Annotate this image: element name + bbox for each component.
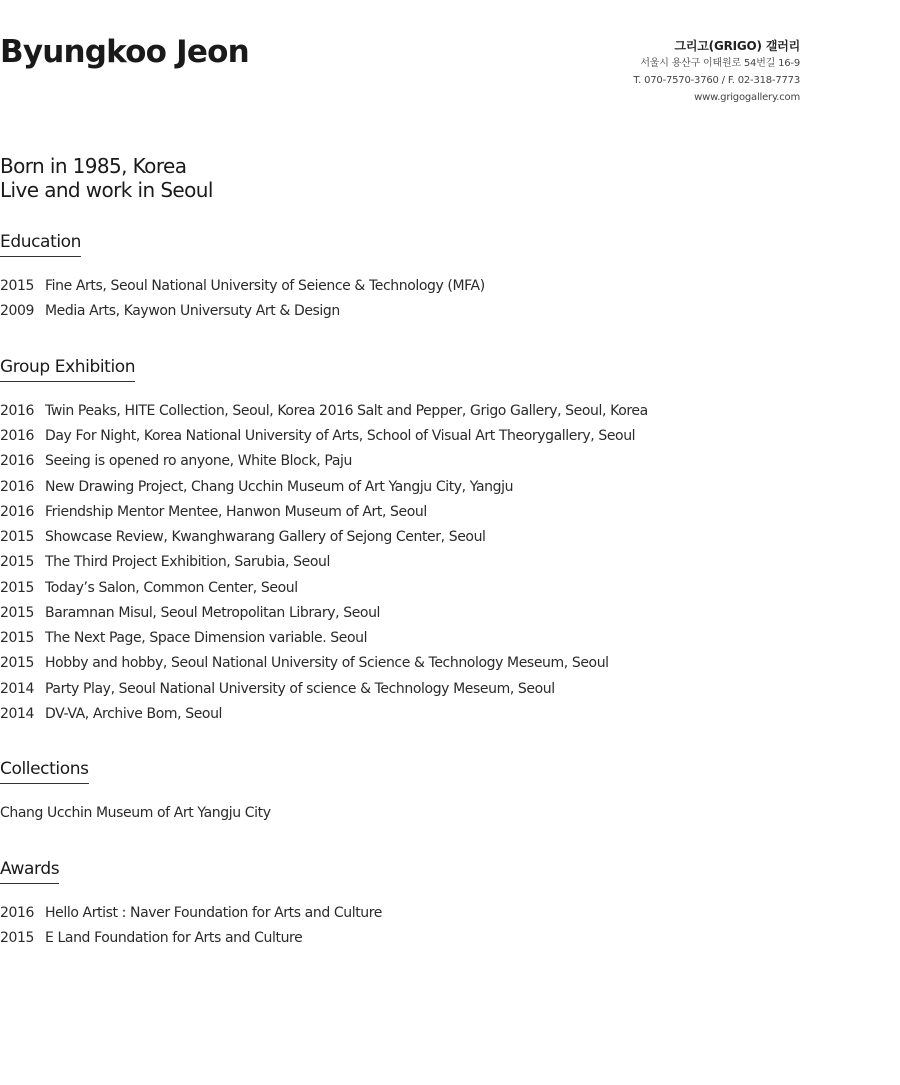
- entry-text: Hello Artist : Naver Foundation for Arts and Culture: [45, 905, 383, 921]
- entry-text: New Drawing Project, Chang Ucchin Museum of Art Yangju City, Yangju: [45, 479, 514, 495]
- entry-text: The Third Project Exhibition, Sarubia, Seoul: [45, 554, 330, 570]
- exhibition-item: [0, 528, 486, 546]
- exhibition-item: [0, 680, 555, 698]
- entry-text: The Next Page, Space Dimension variable. Seoul: [45, 630, 368, 646]
- entry-year: 2016: [0, 428, 35, 444]
- exhibition-item: [0, 604, 380, 622]
- education-item: [0, 277, 485, 295]
- exhibition-item: [0, 478, 513, 496]
- award-item: [0, 929, 302, 947]
- entry-text: Hobby and hobby, Seoul National University of Science & Technology Meseum, Seoul: [45, 655, 609, 671]
- entry-year: 2015: [0, 630, 35, 646]
- exhibition-item: [0, 705, 222, 723]
- entry-text: Today’s Salon, Common Center, Seoul: [45, 580, 298, 596]
- bio-born: Born in 1985, Korea: [0, 154, 187, 178]
- entry-text: DV-VA, Archive Bom, Seoul: [45, 706, 223, 722]
- entry-text: Baramnan Misul, Seoul Metropolitan Library, Seoul: [45, 605, 381, 621]
- exhibition-item: [0, 402, 648, 420]
- entry-year: 2014: [0, 706, 35, 722]
- entry-text: Seeing is opened ro anyone, White Block, Paju: [45, 453, 352, 469]
- entry-year: 2015: [0, 278, 35, 294]
- collection-item: [0, 804, 271, 822]
- entry-text: Twin Peaks, HITE Collection, Seoul, Korea 2016 Salt and Pepper, Grigo Gallery, Seoul, Korea: [45, 403, 648, 419]
- entry-year: 2015: [0, 655, 35, 671]
- entry-year: 2016: [0, 453, 35, 469]
- entry-year: 2015: [0, 605, 35, 621]
- gallery-address: 서울시 용산구 이태원로 54번길 16-9: [640, 58, 800, 69]
- entry-year: 2016: [0, 905, 35, 921]
- education-item: [0, 302, 340, 320]
- entry-year: 2016: [0, 479, 35, 495]
- collections-heading: Collections: [0, 758, 89, 784]
- exhibition-item: [0, 654, 609, 672]
- entry-text: E Land Foundation for Arts and Culture: [45, 930, 303, 946]
- exhibition-item: [0, 579, 298, 597]
- gallery-contact: [633, 37, 800, 106]
- exhibition-item: [0, 629, 367, 647]
- entry-year: 2014: [0, 681, 35, 697]
- exhibition-item: [0, 503, 427, 521]
- artist-name: Byungkoo Jeon: [0, 34, 249, 70]
- awards-heading: Awards: [0, 858, 59, 884]
- exhibition-item: [0, 452, 352, 470]
- gallery-website[interactable]: www.grigogallery.com: [694, 92, 800, 103]
- entry-text: Chang Ucchin Museum of Art Yangju City: [0, 805, 271, 821]
- entry-year: 2015: [0, 529, 35, 545]
- award-item: [0, 904, 382, 922]
- entry-text: Showcase Review, Kwanghwarang Gallery of Sejong Center, Seoul: [45, 529, 486, 545]
- gallery-name: 그리고(GRIGO) 갤러리: [674, 39, 800, 53]
- exhibition-item: [0, 427, 635, 445]
- entry-text: Friendship Mentor Mentee, Hanwon Museum of Art, Seoul: [45, 504, 427, 520]
- entry-year: 2016: [0, 504, 35, 520]
- artist-bio: [0, 154, 213, 202]
- education-heading: Education: [0, 231, 81, 257]
- entry-year: 2015: [0, 554, 35, 570]
- entry-year: 2015: [0, 930, 35, 946]
- entry-text: Media Arts, Kaywon Universuty Art & Design: [45, 303, 340, 319]
- bio-live: Live and work in Seoul: [0, 178, 213, 202]
- exhibition-item: [0, 553, 330, 571]
- entry-year: 2016: [0, 403, 35, 419]
- entry-text: Day For Night, Korea National University of Arts, School of Visual Art Theorygallery, Seoul: [45, 428, 636, 444]
- entry-year: 2009: [0, 303, 35, 319]
- group-exhibition-heading: Group Exhibition: [0, 356, 135, 382]
- entry-text: Party Play, Seoul National University of science & Technology Meseum, Seoul: [45, 681, 555, 697]
- entry-text: Fine Arts, Seoul National University of Seience & Technology (MFA): [45, 278, 485, 294]
- entry-year: 2015: [0, 580, 35, 596]
- gallery-phone: T. 070-7570-3760 / F. 02-318-7773: [633, 75, 800, 86]
